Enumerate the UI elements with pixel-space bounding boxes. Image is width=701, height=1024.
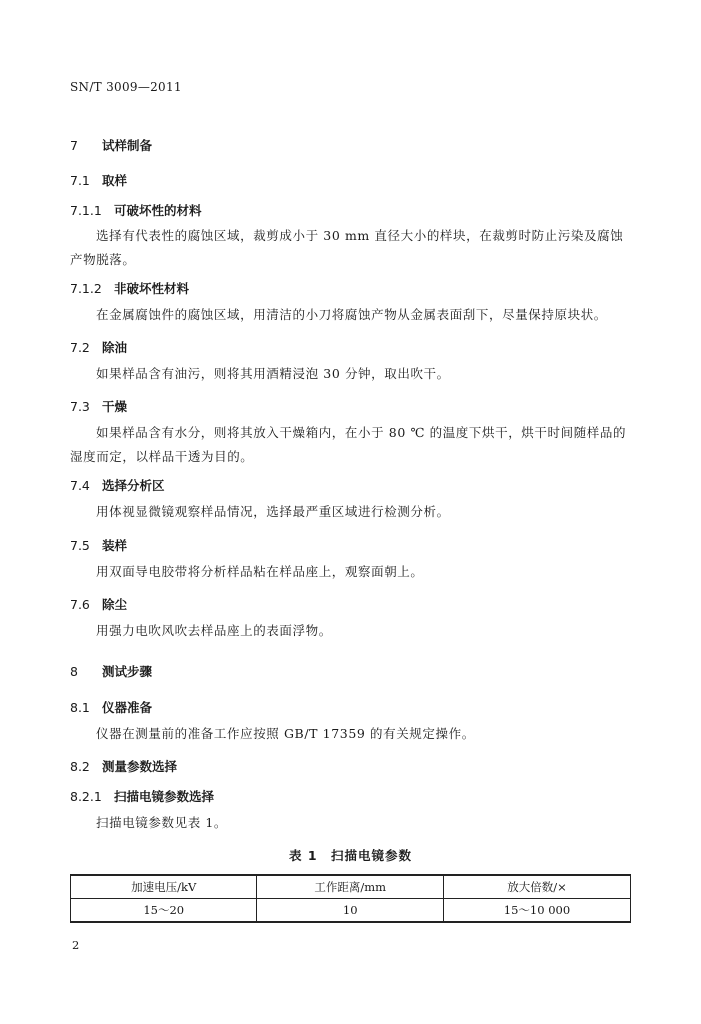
paragraph-7-2: 如果样品含有油污，则将其用酒精浸泡 30 分钟，取出吹干。 [96, 366, 450, 381]
section-7-3-heading [70, 397, 127, 415]
paragraph-7-3: 如果样品含有水分，则将其放入干燥箱内，在小于 80 ℃ 的温度下烘干，烘干时间随样品的湿度而定，以样品干透为目的。 [70, 425, 627, 464]
section-title: 除油 [102, 340, 128, 355]
section-7-1-heading [70, 171, 127, 189]
table-cell: 10 [257, 899, 443, 923]
section-number: 7.1.2 [70, 281, 102, 296]
section-title: 测量参数选择 [102, 759, 178, 774]
section-number: 7.5 [70, 538, 90, 553]
paragraph-7-4: 用体视显微镜观察样品情况，选择最严重区域进行检测分析。 [96, 504, 450, 519]
section-title: 非破坏性材料 [114, 281, 190, 296]
table-header-row [71, 875, 631, 899]
table-header-cell: 工作距离/mm [257, 875, 443, 899]
scan-electron-microscope-parameters-table [70, 874, 631, 923]
section-number: 7.3 [70, 399, 90, 414]
section-7-heading [70, 136, 152, 154]
table-cell: 15～10 000 [443, 899, 630, 923]
section-title: 测试步骤 [102, 664, 153, 679]
section-number: 7.1 [70, 173, 90, 188]
section-8-heading [70, 662, 152, 680]
table-cell: 15～20 [71, 899, 257, 923]
section-title: 仪器准备 [102, 700, 153, 715]
section-number: 7.2 [70, 340, 90, 355]
section-7-5-heading [70, 536, 127, 554]
section-title: 除尘 [102, 597, 128, 612]
section-title: 试样制备 [102, 138, 153, 153]
paragraph-7-1-1: 选择有代表性的腐蚀区域，裁剪成小于 30 mm 直径大小的样块，在裁剪时防止污染及腐蚀产物脱落。 [70, 228, 624, 267]
section-number: 7.4 [70, 478, 90, 493]
section-title: 装样 [102, 538, 128, 553]
section-7-4-heading [70, 476, 165, 494]
page-number: 2 [72, 938, 80, 952]
paragraph-8-2-1: 扫描电镜参数见表 1。 [96, 815, 228, 830]
section-title: 干燥 [102, 399, 128, 414]
section-title: 扫描电镜参数选择 [114, 789, 215, 804]
section-7-2-heading [70, 338, 127, 356]
standard-code: SN/T 3009—2011 [70, 80, 182, 94]
section-number: 8.1 [70, 700, 90, 715]
section-7-1-2-heading [70, 279, 189, 297]
section-number: 8.2.1 [70, 789, 102, 804]
paragraph-7-5: 用双面导电胶带将分析样品粘在样品座上，观察面朝上。 [96, 564, 424, 579]
table-header-cell: 放大倍数/× [443, 875, 630, 899]
paragraph-7-6: 用强力电吹风吹去样品座上的表面浮物。 [96, 623, 332, 638]
section-8-2-heading [70, 757, 177, 775]
paragraph-7-1-2: 在金属腐蚀件的腐蚀区域，用清洁的小刀将腐蚀产物从金属表面刮下，尽量保持原块状。 [96, 307, 607, 322]
paragraph-8-1: 仪器在测量前的准备工作应按照 GB/T 17359 的有关规定操作。 [96, 726, 475, 741]
section-title: 选择分析区 [102, 478, 165, 493]
section-7-6-heading [70, 595, 127, 613]
section-title: 取样 [102, 173, 128, 188]
table-header-cell: 加速电压/kV [71, 875, 257, 899]
section-number: 7.1.1 [70, 203, 102, 218]
section-number: 7.6 [70, 597, 90, 612]
section-8-1-heading [70, 698, 152, 716]
section-number: 8 [70, 664, 78, 679]
section-number: 8.2 [70, 759, 90, 774]
section-8-2-1-heading [70, 787, 214, 805]
section-7-1-1-heading [70, 201, 202, 219]
section-title: 可破坏性的材料 [114, 203, 202, 218]
table-caption: 表 1 扫描电镜参数 [288, 848, 413, 863]
section-number: 7 [70, 138, 78, 153]
table-row [71, 899, 631, 923]
